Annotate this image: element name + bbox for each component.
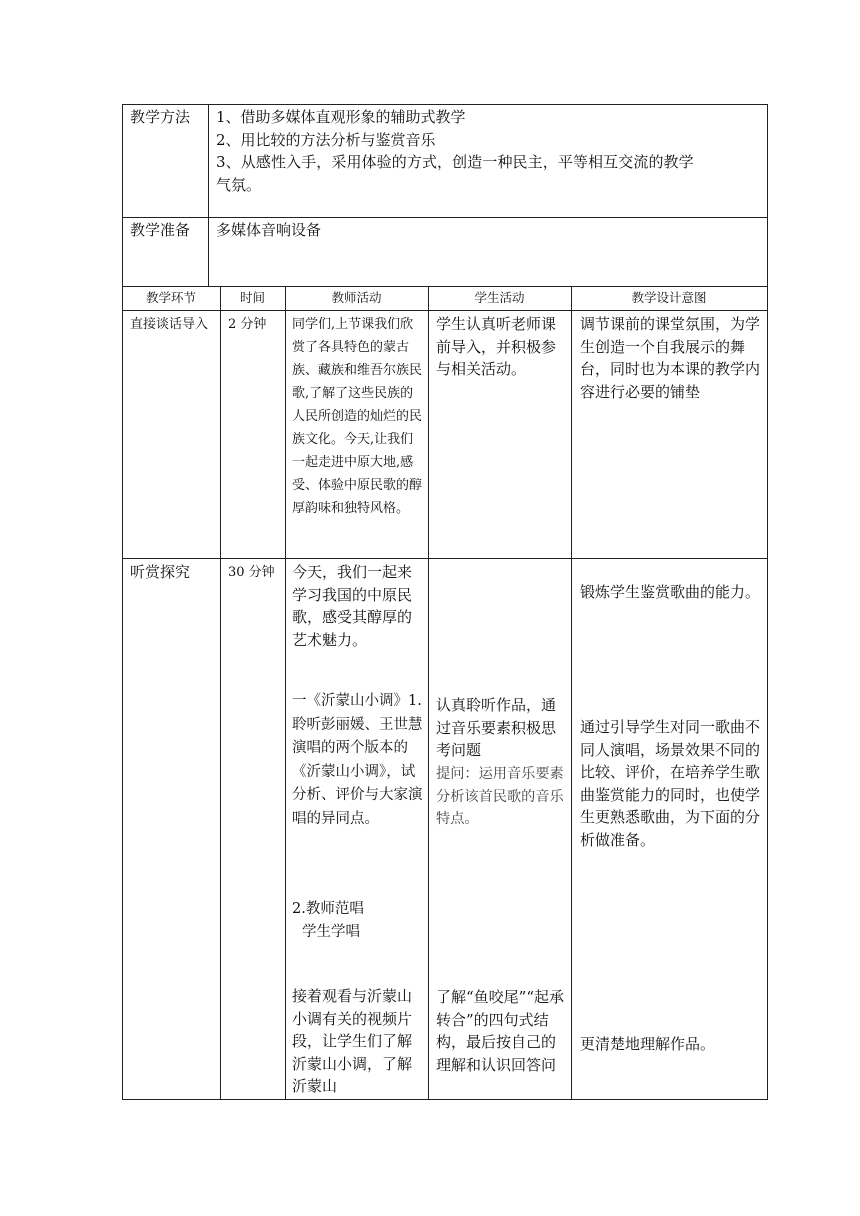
row2-teacher-part2b: 学生学唱 bbox=[302, 924, 360, 940]
table-border-prep-top bbox=[122, 217, 768, 218]
row2-intent-a: 锻炼学生鉴赏歌曲的能力。 bbox=[580, 583, 761, 601]
row2-teacher-intro: 今天，我们一起来学习我国的中原民歌，感受其醇厚的艺术魅力。 bbox=[292, 563, 413, 649]
row2-teacher-part3: 接着观看与沂蒙山小调有关的视频片段，让学生们了解沂蒙山小调，了解沂蒙山 bbox=[292, 987, 413, 1095]
row2-student-c: 了解“鱼咬尾”“起承转合”的四句式结构，最后按自己的理解和认识回答问 bbox=[436, 988, 565, 1074]
col-divider-1 bbox=[220, 286, 221, 1099]
table-border-left bbox=[122, 104, 123, 1099]
table-border-header-bottom bbox=[122, 310, 768, 311]
row2-intent-c: 更清楚地理解作品。 bbox=[580, 1035, 716, 1053]
row1-stage: 直接谈话导入 bbox=[130, 317, 209, 332]
row2-stage: 听赏探究 bbox=[130, 563, 191, 581]
row2-intent-b: 通过引导学生对同一歌曲不同人演唱，场景效果不同的比较、评价，在培养学生歌曲鉴赏能力的同时，也使学生更熟悉歌曲，为下面的分析做准备。 bbox=[580, 718, 761, 849]
table-border-bottom bbox=[122, 1099, 768, 1100]
col-divider-4 bbox=[571, 286, 572, 1099]
col-divider-2 bbox=[285, 286, 286, 1099]
prep-label: 教学准备 bbox=[130, 221, 191, 239]
method-line-3: 3、从感性入手，采用体验的方式，创造一种民主，平等相互交流的教学 bbox=[216, 153, 694, 171]
row2-student-b: 提问：运用音乐要素分析该首民歌的音乐特点。 bbox=[436, 766, 564, 827]
prep-text: 多媒体音响设备 bbox=[216, 221, 322, 239]
method-line-1: 1、借助多媒体直观形象的辅助式教学 bbox=[216, 108, 466, 126]
row2-time: 30 分钟 bbox=[228, 565, 275, 580]
col-divider-3 bbox=[428, 286, 429, 1099]
header-time: 时间 bbox=[239, 290, 265, 305]
table-border-header-top bbox=[122, 286, 768, 287]
header-teacher: 教师活动 bbox=[331, 290, 382, 305]
top-column-divider bbox=[208, 104, 209, 286]
row2-teacher-part1: 一《沂蒙山小调》1.聆听彭丽媛、王世慧演唱的两个版本的《沂蒙山小调》，试分析、评价与大家演唱的异同点。 bbox=[292, 693, 423, 827]
table-border-row2-top bbox=[122, 558, 768, 559]
method-line-2: 2、用比较的方法分析与鉴赏音乐 bbox=[216, 130, 436, 149]
row1-student: 学生认真听老师课前导入，并积极参与相关活动。 bbox=[436, 315, 557, 378]
method-line-4: 气氛。 bbox=[216, 175, 262, 194]
header-intent: 教学设计意图 bbox=[631, 290, 707, 305]
row1-time: 2 分钟 bbox=[228, 317, 267, 332]
row2-teacher-part2a: 2.教师范唱 bbox=[292, 901, 364, 917]
table-border-top bbox=[122, 104, 768, 105]
method-label: 教学方法 bbox=[130, 108, 191, 126]
header-stage: 教学环节 bbox=[145, 290, 196, 305]
row1-teacher: 同学们,上节课我们欣赏了各具特色的蒙古族、藏族和维吾尔族民歌,了解了这些民族的人民所创造的灿烂的民族文化。今天,让我们一起走进中原大地,感受、体验中原民歌的醇厚韵味和独特风格。 bbox=[292, 317, 423, 516]
header-student: 学生活动 bbox=[474, 290, 525, 305]
row1-intent: 调节课前的课堂氛围，为学生创造一个自我展示的舞台，同时也为本课的教学内容进行必要的铺垫 bbox=[580, 315, 761, 401]
table-border-right bbox=[767, 104, 768, 1099]
row2-student-a: 认真聆听作品，通过音乐要素积极思考问题 bbox=[436, 696, 557, 759]
